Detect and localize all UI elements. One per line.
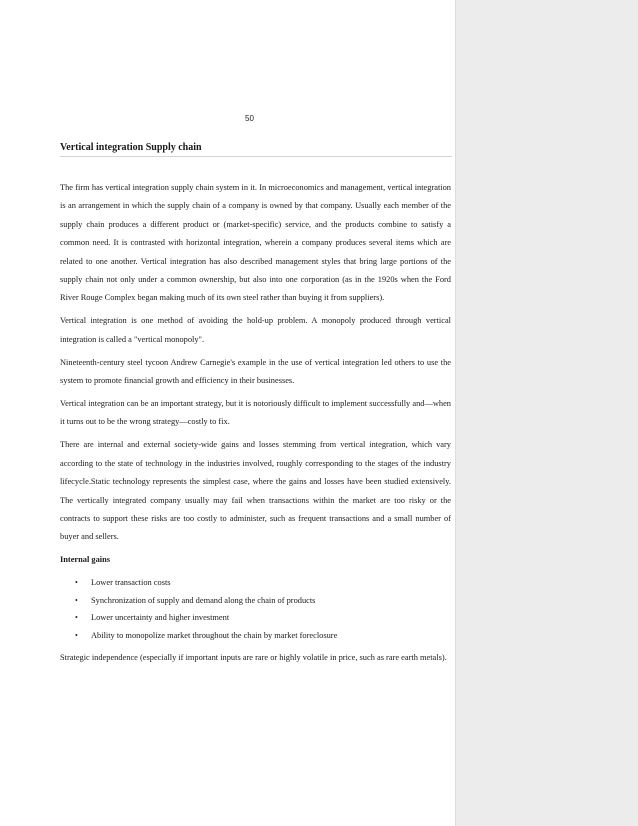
bullet-list [60, 574, 451, 644]
paragraph: Vertical integration can be an important strategy, but it is notoriously difficult to implement successfully and—when it turns out to be the wrong strategy—costly to fix. [60, 398, 451, 427]
section-heading: Vertical integration Supply chain [60, 142, 452, 157]
list-item-text: Lower transaction costs [91, 578, 171, 588]
comment-pane [455, 0, 638, 826]
bullet-icon: • [75, 630, 78, 640]
list-item [60, 592, 451, 610]
paragraph: Strategic independence (especially if important inputs are rare or highly volatile in price, such as rare earth metals). [60, 652, 447, 662]
list-item [60, 627, 451, 645]
bullet-icon: • [75, 613, 78, 623]
subheading-internal-gains: Internal gains [60, 555, 111, 565]
list-item-text: Lower uncertainty and higher investment [91, 613, 230, 623]
list-item-text: Ability to monopolize market throughout the chain by market foreclosure [91, 630, 338, 640]
list-item-text: Synchronization of supply and demand along the chain of products [91, 595, 316, 605]
page-number: 50 [245, 114, 254, 123]
bullet-icon: • [75, 595, 78, 605]
paragraph: The firm has vertical integration supply chain system in it. In microeconomics and management, vertical integration is an arrangement in which the supply chain of a company is owned by that company. Usually each member of the supply chain produces a different product or (market-specific) service, and the products combine to satisfy a common need. It is contrasted with horizontal integration, wherein a company produces several items which are related to one another. Vertical integration has also described management styles that bring large portions of the supply chain not only under a common ownership, but also into one corporation (as in the 1920s when the Ford River Rouge Complex began making much of its own steel rather than buying it from suppliers). [60, 183, 451, 303]
bullet-icon: • [75, 578, 78, 588]
paragraph: There are internal and external society-wide gains and losses stemming from vertical integration, which vary according to the state of technology in the industries involved, roughly corresponding to the stages of the industry lifecycle.Static technology represents the simplest case, where the gains and losses have been studied extensively. The vertically integrated company usually may fail when transactions within the market are too risky or the contracts to support these risks are too costly to administer, such as frequent transactions and a small number of buyer and sellers. [60, 440, 451, 542]
list-item [60, 609, 451, 627]
paragraph: Nineteenth-century steel tycoon Andrew Carnegie's example in the use of vertical integration led others to use the system to promote financial growth and efficiency in their businesses. [60, 357, 451, 386]
list-item [60, 574, 451, 592]
body-text [60, 179, 451, 671]
paragraph: Vertical integration is one method of avoiding the hold-up problem. A monopoly produced through vertical integration is called a "vertical monopoly". [60, 316, 451, 344]
